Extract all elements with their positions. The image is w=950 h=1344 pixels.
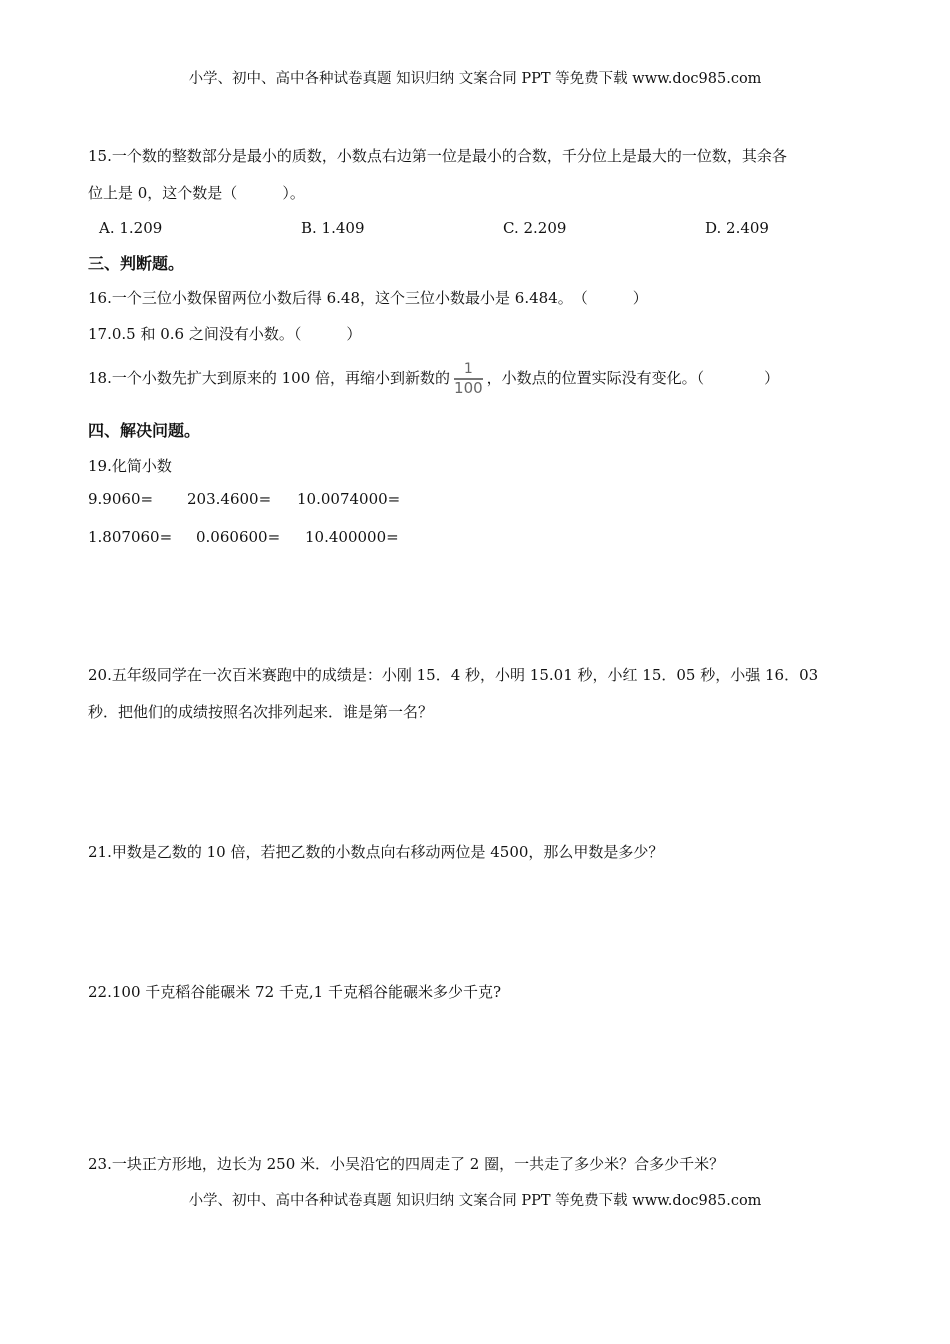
q15-option-b: B. 1.409 bbox=[301, 219, 365, 237]
q19-title: 19.化简小数 bbox=[88, 457, 172, 475]
page-footer: 小学、初中、高中各种试卷真题 知识归纳 文案合同 PPT 等免费下载 www.doc985.com bbox=[188, 1193, 762, 1209]
q18-text bbox=[88, 358, 779, 398]
q19-item: 10.400000= bbox=[305, 528, 399, 546]
q15-option-c: C. 2.209 bbox=[503, 219, 567, 237]
q23-text: 23.一块正方形地，边长为 250 米．小吴沿它的四周走了 2 圈，一共走了多少米？合多少千米？ bbox=[88, 1155, 725, 1173]
q19-item: 0.060600= bbox=[196, 528, 281, 546]
q15-line2: 位上是 0，这个数是（ ）。 bbox=[88, 184, 305, 202]
q19-item: 1.807060= bbox=[88, 528, 173, 546]
q22-text: 22.100 千克稻谷能碾米 72 千克,1 千克稻谷能碾米多少千克? bbox=[88, 983, 502, 1001]
q17-text: 17.0.5 和 0.6 之间没有小数。（ ） bbox=[88, 325, 362, 343]
q18-text-after: ，小数点的位置实际没有变化。（ ） bbox=[486, 369, 780, 387]
fraction-denominator: 100 bbox=[454, 379, 483, 397]
q18-text-before: 18.一个小数先扩大到原来的 100 倍，再缩小到新数的 bbox=[88, 369, 451, 387]
q19-item: 203.4600= bbox=[187, 490, 272, 508]
fraction-numerator: 1 bbox=[463, 361, 473, 377]
section-title-problems: 四、解决问题。 bbox=[88, 421, 201, 440]
q20-line1: 20.五年级同学在一次百米赛跑中的成绩是：小刚 15．4 秒，小明 15.01 秒，小红 15．05 秒，小强 16．03 bbox=[88, 666, 819, 684]
q20-line2: 秒．把他们的成绩按照名次排列起来．谁是第一名？ bbox=[88, 703, 434, 721]
q16-text: 16.一个三位小数保留两位小数后得 6.48，这个三位小数最小是 6.484。 （ ） bbox=[88, 289, 648, 307]
q15-option-d: D. 2.409 bbox=[705, 219, 769, 237]
fraction-one-hundredth bbox=[454, 362, 483, 396]
q15-line1: 15.一个数的整数部分是最小的质数，小数点右边第一位是最小的合数，千分位上是最大的一位数，其余各 bbox=[88, 147, 787, 165]
section-title-judgment: 三、判断题。 bbox=[88, 254, 185, 273]
q19-item: 10.0074000= bbox=[297, 490, 401, 508]
q15-option-a: A. 1.209 bbox=[99, 219, 163, 237]
page-header: 小学、初中、高中各种试卷真题 知识归纳 文案合同 PPT 等免费下载 www.doc985.com bbox=[188, 71, 762, 87]
q19-item: 9.9060= bbox=[88, 490, 154, 508]
q21-text: 21.甲数是乙数的 10 倍，若把乙数的小数点向右移动两位是 4500，那么甲数是多少？ bbox=[88, 843, 664, 861]
